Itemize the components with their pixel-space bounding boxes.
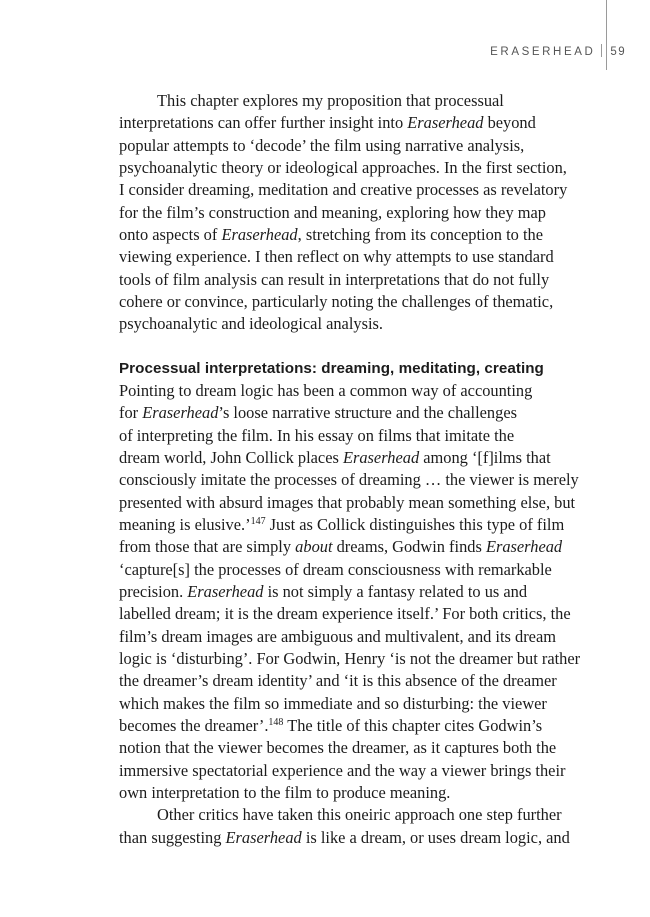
text-line: This chapter explores my proposition that processual: [157, 91, 504, 110]
text-line: which makes the film so immediate and so disturbing: the viewer: [119, 693, 547, 713]
text-line: than suggesting Eraserhead is like a dream, or uses dream logic, and: [119, 827, 570, 847]
film-title: Eraserhead: [142, 403, 219, 423]
footnote-ref: 147: [250, 515, 266, 527]
text-line: tools of film analysis can result in interpretations that do not fully: [119, 269, 550, 289]
text-line: labelled dream; it is the dream experience itself.’ For both critics, the: [119, 604, 571, 624]
text-line: of interpreting the film. In his essay on films that imitate the: [119, 425, 515, 445]
paragraph-intro: [119, 90, 639, 336]
text-line: psychoanalytic theory or ideological approaches. In the first section,: [119, 157, 567, 177]
text-line: precision. Eraserhead is not simply a fantasy related to us and: [119, 581, 528, 601]
text-line: immersive spectatorial experience and the way a viewer brings their: [119, 760, 566, 780]
body-text: [119, 90, 639, 849]
paragraph-oneiric: [119, 804, 639, 849]
text-line: viewing experience. I then reflect on why attempts to use standard: [119, 247, 554, 267]
text-line: consciously imitate the processes of dreaming … the viewer is merely: [119, 470, 579, 490]
text-line: psychoanalytic and ideological analysis.: [119, 314, 383, 334]
film-title: Eraserhead: [187, 581, 264, 601]
running-head: [490, 44, 626, 58]
text-line: notion that the viewer becomes the dreamer, as it captures both the: [119, 738, 557, 758]
text-line: logic is ‘disturbing’. For Godwin, Henry ‘is not the dreamer but rather: [119, 648, 581, 668]
paragraph-dream-logic: [119, 380, 639, 804]
film-title: Eraserhead: [407, 113, 484, 133]
text-line: meaning is elusive.’$^{147}$ Just as Collick distinguishes this type of film: [119, 514, 565, 534]
text-line: interpretations can offer further insight into Eraserhead beyond: [119, 113, 536, 133]
page-number: 59: [610, 46, 626, 58]
film-title: Eraserhead: [342, 447, 420, 467]
text-line: own interpretation to the film to produce meaning.: [119, 782, 451, 802]
text-line: dream world, John Collick places Eraserhead among ‘[f]ilms that: [119, 447, 551, 467]
text-line: Other critics have taken this oneiric approach one step further: [157, 805, 562, 825]
film-title: Eraserhead: [225, 827, 302, 847]
text-line: the dreamer’s dream identity’ and ‘it is this absence of the dreamer: [119, 671, 557, 691]
text-line: cohere or convince, particularly noting the challenges of thematic,: [119, 291, 554, 311]
film-title: Eraserhead: [485, 537, 563, 557]
section-heading: Processual interpretations: dreaming, meditating, creating: [119, 359, 544, 377]
text-line: popular attempts to ‘decode’ the film using narrative analysis,: [119, 135, 525, 155]
text-line: from those that are simply about dreams, Godwin finds Eraserhead: [119, 537, 563, 557]
text-line: ‘capture[s] the processes of dream consciousness with remarkable: [119, 559, 552, 579]
footnote-ref: 148: [268, 716, 284, 728]
text-line: onto aspects of Eraserhead, stretching from its conception to the: [119, 224, 543, 244]
text-line: film’s dream images are ambiguous and multivalent, and its dream: [119, 626, 556, 646]
text-line: I consider dreaming, meditation and creative processes as revelatory: [119, 180, 568, 200]
film-title: Eraserhead: [221, 224, 298, 244]
text-line: Pointing to dream logic has been a common way of accounting: [119, 380, 533, 400]
running-head-title: ERASERHEAD: [490, 46, 596, 58]
page-edge-rule: [606, 0, 607, 70]
text-line: for the film’s construction and meaning, exploring how they map: [119, 202, 546, 222]
text-line: for Eraserhead’s loose narrative structure and the challenges: [119, 403, 517, 423]
running-head-separator: [601, 44, 602, 57]
text-line: presented with absurd images that probably mean something else, but: [119, 492, 576, 512]
text-line: becomes the dreamer’.$^{148}$ The title of this chapter cites Godwin’s: [119, 715, 543, 735]
